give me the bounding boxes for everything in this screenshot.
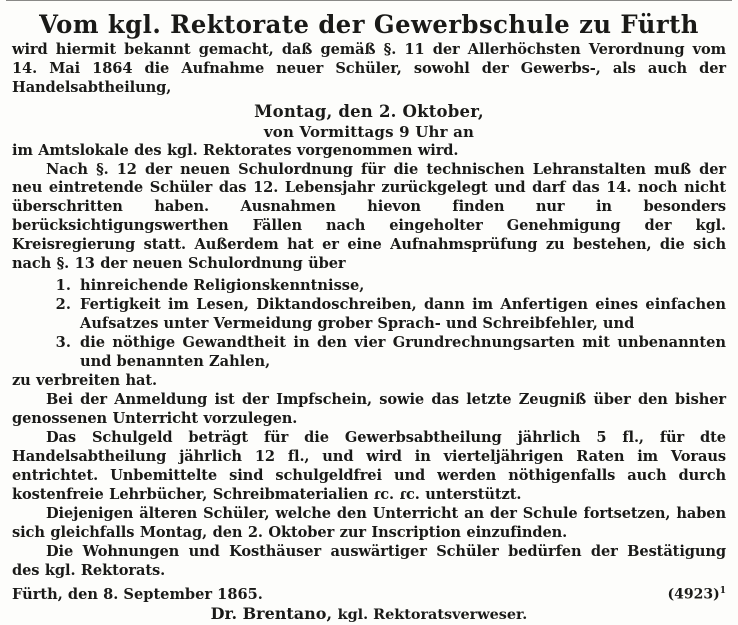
reference-number-superscript: 1	[719, 586, 726, 597]
returning-students-paragraph: Diejenigen älteren Schüler, welche den Unterricht an der Schule fortsetzen, haben sich gleichfalls Montag, den 2. Oktober zur Inscription einzufinden.	[12, 504, 726, 541]
signature-name: Dr. Brentano,	[210, 603, 333, 623]
event-time-line: von Vormittags 9 Uhr an	[263, 122, 475, 141]
event-date-line: Montag, den 2. Oktober,	[254, 102, 484, 122]
event-place-line: im Amtslokale des kgl. Rektorates vorgenommen wird.	[12, 141, 459, 159]
place-and-date: Fürth, den 8. September 1865.	[12, 585, 263, 603]
reference-number-value: (4923)	[667, 586, 720, 603]
list-item: 1. hinreichende Religionskenntnisse,	[76, 277, 726, 296]
requirements-closing-line: zu verbreiten hat.	[12, 372, 157, 390]
lodging-paragraph: Die Wohnungen und Kosthäuser auswärtiger Schüler bedürfen der Bestätigung des kgl. Rektorats.	[12, 542, 726, 579]
admission-rules-paragraph: Nach §. 12 der neuen Schulordnung für die technischen Lehranstalten muß der neu eintretende Schüler das 12. Lebensjahr zurückgelegt und darf das 14. noch nicht überschritten haben. Ausnahmen hievon finden nur in besonders berücksichtigungswerthen Fällen nach eingeholter Genehmigung der kgl. Kreisregierung statt. Außerdem hat er eine Aufnahmsprüfung zu bestehen, die sich nach §. 13 der neuen Schulordnung über	[12, 160, 726, 273]
announcement-body	[0, 8, 738, 623]
top-rule	[6, 0, 732, 5]
page-title: Vom kgl. Rektorate der Gewerbschule zu Fürth	[39, 10, 699, 39]
intro-paragraph: wird hiermit bekannt gemacht, daß gemäß §. 11 der Allerhöchsten Verordnung vom 14. Mai 1864 die Aufnahme neuer Schüler, sowohl der Gewerbs-, als auch der Handelsabtheilung,	[12, 41, 726, 97]
list-item: 2. Fertigkeit im Lesen, Diktandoschreiben, dann im Anfertigen eines einfachen Aufsatzes unter Vermeidung grober Sprach- und Schreibfehler, und	[76, 296, 726, 334]
requirements-list	[12, 277, 726, 372]
footer-line	[12, 586, 726, 603]
list-item: 3. die nöthige Gewandtheit in den vier Grundrechnungsarten mit unbenannten und benannten Zahlen,	[76, 334, 726, 372]
signature-title: kgl. Rektoratsverweser.	[337, 605, 528, 623]
reference-number	[668, 586, 726, 603]
fees-paragraph: Das Schulgeld beträgt für die Gewerbsabtheilung jährlich 5 fl., für dte Handelsabtheilung jährlich 12 fl., und wird in vierteljährigen Raten im Voraus entrichtet. Unbemittelte sind schulgeldfrei und werden nöthigenfalls auch durch kostenfreie Lehrbücher, Schreibmaterialien ɾc. ɾc. unterstützt.	[12, 429, 726, 503]
documents-paragraph: Bei der Anmeldung ist der Impfschein, sowie das letzte Zeugniß über den bisher genossenen Unterricht vorzulegen.	[12, 391, 726, 428]
signature-line	[12, 604, 726, 623]
